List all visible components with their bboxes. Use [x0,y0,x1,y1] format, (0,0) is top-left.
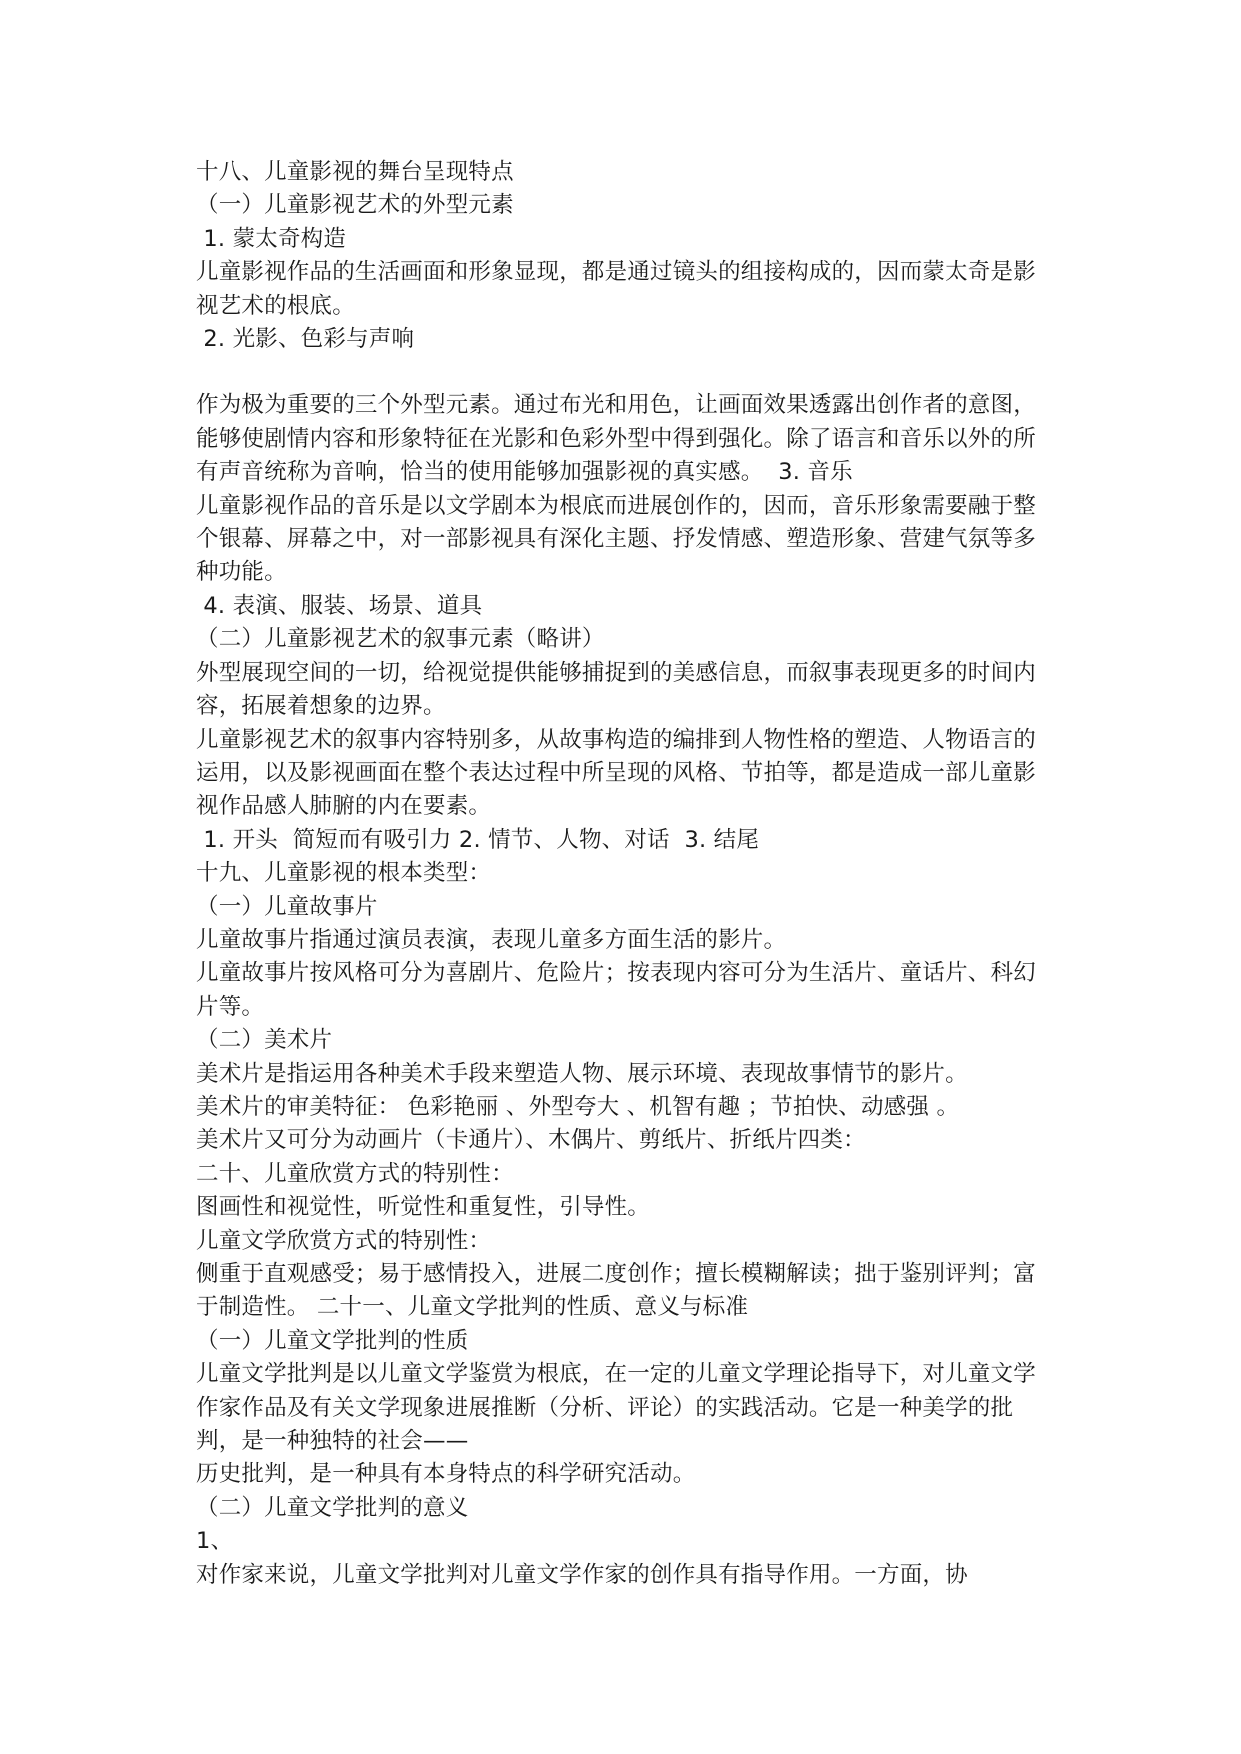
item-heading: 2. 光影、色彩与声响 [196,326,415,353]
paragraph: 外型展现空间的一切，给视觉提供能够捕捉到的美感信息，而叙事表现更多的时间内容，拓展着想象的边界。 [196,659,1036,720]
item-heading: 1. 开头 简短而有吸引力 2. 情节、人物、对话 3. 结尾 [196,826,760,853]
subsection-heading: （一）儿童影视艺术的外型元素 [196,192,514,219]
paragraph: 作为极为重要的三个外型元素。通过布光和用色，让画面效果透露出创作者的意图，能够使剧情内容和形象特征在光影和色彩外型中得到强化。除了语言和音乐以外的所有声音统称为音响，恰当的使用能够加强影视的真实感。 3. 音乐 [196,392,1036,486]
paragraph: 儿童影视艺术的叙事内容特别多，从故事构造的编排到人物性格的塑造、人物语言的运用，以及影视画面在整个表达过程中所呈现的风格、节拍等，都是造成一部儿童影视作品感人肺腑的内在要素。 [196,726,1036,820]
paragraph: 儿童文学批判是以儿童文学鉴赏为根底，在一定的儿童文学理论指导下，对儿童文学作家作品及有关文学现象进展推断（分析、评论）的实践活动。它是一种美学的批判，是一种独特的社会—— [196,1361,1036,1455]
paragraph: 儿童文学欣赏方式的特别性： [196,1227,492,1254]
subsection-heading: （二）美术片 [196,1027,333,1054]
paragraph: 历史批判，是一种具有本身特点的科学研究活动。 [196,1461,696,1488]
paragraph: 图画性和视觉性，听觉性和重复性，引导性。 [196,1194,651,1221]
paragraph: 儿童故事片按风格可分为喜剧片、危险片；按表现内容可分为生活片、童话片、科幻片等。 [196,960,1036,1020]
paragraph: 美术片又可分为动画片（卡通片）、木偶片、剪纸片、折纸片四类： [196,1127,866,1154]
paragraph: 儿童故事片指通过演员表演，表现儿童多方面生活的影片。 [196,926,787,953]
paragraph: 儿童影视作品的生活画面和形象显现，都是通过镜头的组接构成的，因而蒙太奇是影视艺术的根底。 [196,259,1036,319]
subsection-heading: （二）儿童文学批判的意义 [196,1494,469,1521]
subsection-heading: （一）儿童故事片 [196,893,378,920]
section-heading: 十九、儿童影视的根本类型： [196,860,492,887]
paragraph: 对作家来说，儿童文学批判对儿童文学作家的创作具有指导作用。一方面，协 [196,1561,968,1588]
blank-line [196,356,1056,389]
document-body [196,156,1056,1592]
paragraph: 美术片是指运用各种美术手段来塑造人物、展示环境、表现故事情节的影片。 [196,1060,968,1087]
paragraph: 侧重于直观感受；易于感情投入，进展二度创作；擅长模糊解读；拙于鉴别评判；富于制造性。 二十一、儿童文学批判的性质、意义与标准 [196,1261,1036,1321]
paragraph: 美术片的审美特征： 色彩艳丽 、外型夸大 、机智有趣 ；节拍快、动感强 。 [196,1093,960,1120]
item-heading: 1. 蒙太奇构造 [196,225,347,252]
subsection-heading: （一）儿童文学批判的性质 [196,1327,469,1354]
item-heading: 4. 表演、服装、场景、道具 [196,592,483,619]
item-heading: 1、 [196,1528,234,1555]
paragraph: 儿童影视作品的音乐是以文学剧本为根底而进展创作的，因而，音乐形象需要融于整个银幕、屏幕之中，对一部影视具有深化主题、抒发情感、塑造形象、营建气氛等多种功能。 [196,492,1036,586]
section-heading: 二十、儿童欣赏方式的特别性： [196,1160,514,1187]
subsection-heading: （二）儿童影视艺术的叙事元素（略讲） [196,626,605,653]
section-heading: 十八、儿童影视的舞台呈现特点 [196,159,514,185]
